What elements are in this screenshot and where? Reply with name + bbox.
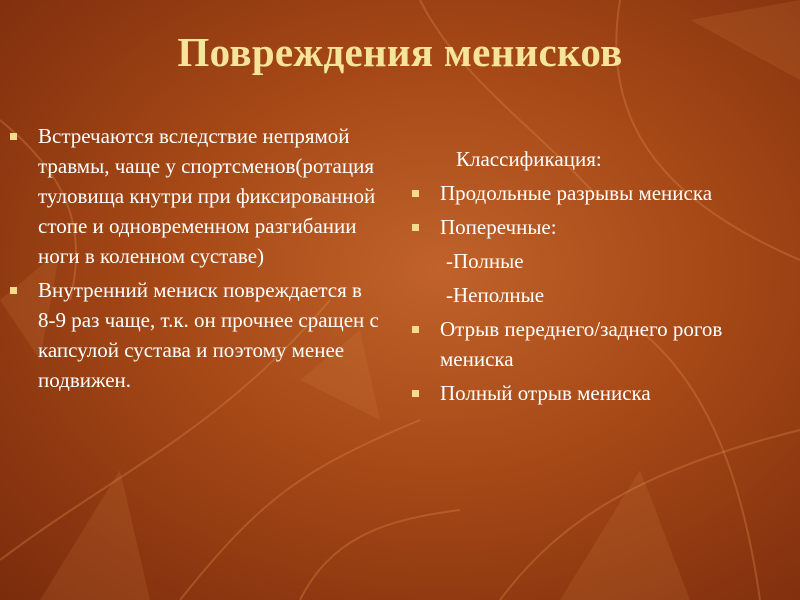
bullet-icon <box>412 190 419 197</box>
bullet-icon <box>10 287 17 294</box>
sub-item: -Неполные <box>446 283 545 307</box>
list-item <box>412 314 792 374</box>
list-item-text: Отрыв переднего/заднего рогов мениска <box>440 317 723 371</box>
sub-item: -Полные <box>446 249 524 273</box>
list-item-text: Продольные разрывы мениска <box>440 181 713 205</box>
bullet-icon <box>412 326 419 333</box>
bullet-icon <box>10 133 17 140</box>
list-item <box>10 121 380 271</box>
list-item-text: Внутренний мениск повреждается в 8-9 раз чаще, т.к. он прочнее сращен с капсулой сустава и поэтому менее подвижен. <box>38 278 379 392</box>
bullet-icon <box>412 224 419 231</box>
bullet-icon <box>412 390 419 397</box>
slide-title: Повреждения менисков <box>177 29 623 75</box>
classification-heading: Классификация: <box>456 147 602 171</box>
list-item-text: Поперечные: <box>440 215 557 239</box>
list-item-text: Встречаются вследствие непрямой травмы, чаще у спортсменов(ротация туловища кнутри при фиксированной стопе и одновременном разгибании ноги в коленном суставе) <box>38 124 376 268</box>
list-item <box>412 178 792 208</box>
list-item <box>10 275 380 395</box>
list-item-text: Полный отрыв мениска <box>440 381 651 405</box>
left-column <box>10 121 380 399</box>
list-item <box>412 212 792 242</box>
right-column <box>412 144 792 412</box>
list-item <box>412 378 792 408</box>
